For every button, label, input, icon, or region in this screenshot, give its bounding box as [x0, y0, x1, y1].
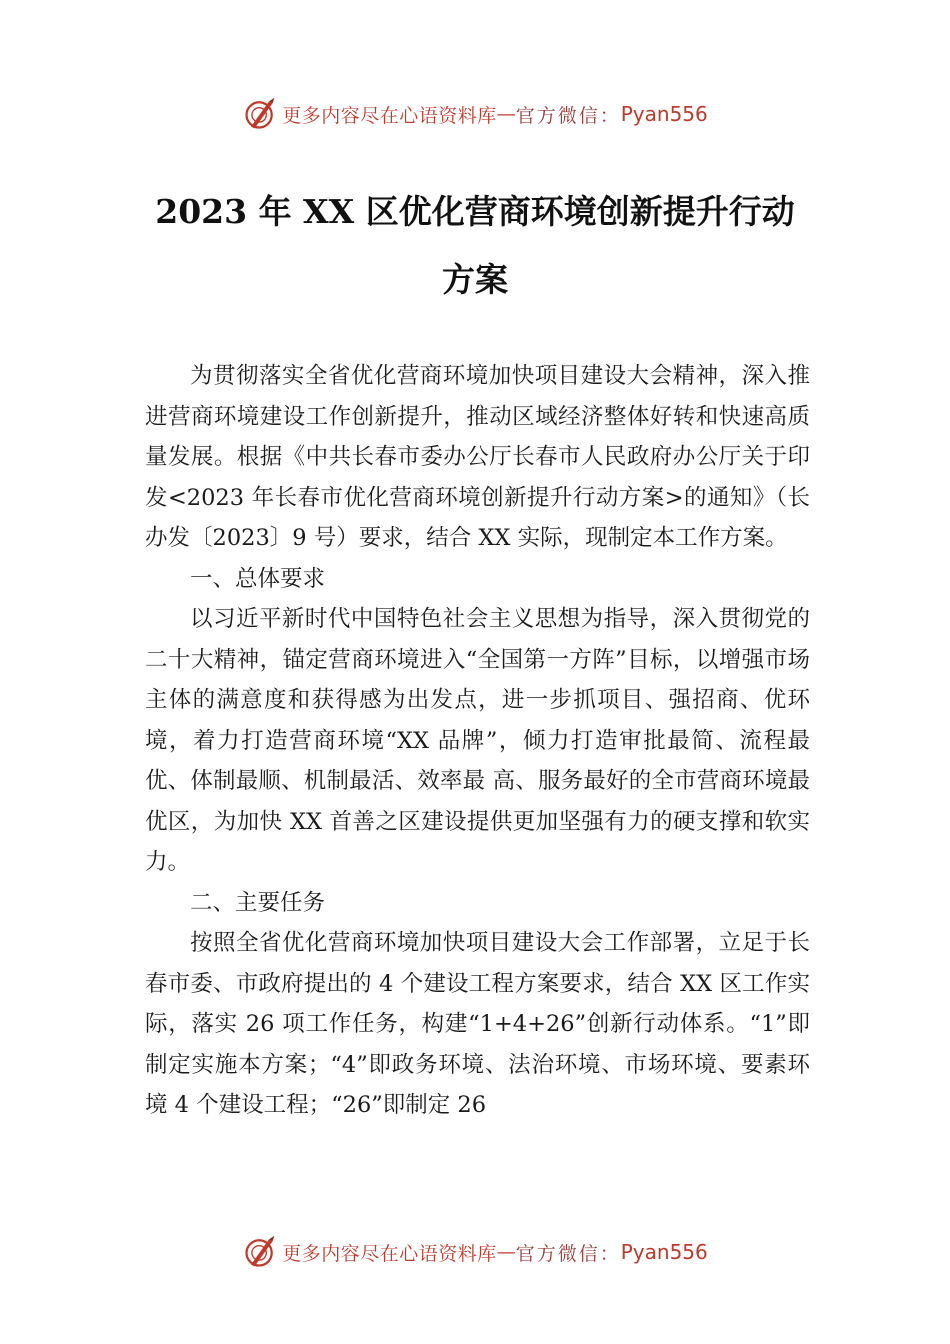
bottom-banner: [0, 1232, 950, 1272]
paragraph-intro: 为贯彻落实全省优化营商环境加快项目建设大会精神，深入推进营商环境建设工作创新提升，推动区域经济整体好转和快速高质量发展。根据《中共长春市委办公厅长春市人民政府办公厅关于印发<2023 年长春市优化营商环境创新提升行动方案>的通知》（长办发〔2023〕9 号）要求，结合 XX 实际，现制定本工作方案。: [145, 363, 810, 551]
banner-site-text: 更多内容尽在心语资料库: [282, 1242, 497, 1265]
banner-separator: —: [496, 1241, 516, 1263]
paragraph-general-requirements: 以习近平新时代中国特色社会主义思想为指导，深入贯彻党的二十大精神，锚定营商环境进入“全国第一方阵”目标，以增强市场主体的满意度和获得感为出发点，进一步抓项目、强招商、优环境，着力打造营商环境“XX 品牌”，倾力打造审批最简、流程最优、体制最顺、机制最活、效率最 高、服务最好的全市营商环境最优区，为加快 XX 首善之区建设提供更加坚强有力的硬支撑和软实力。: [145, 606, 810, 875]
banner-site-text: 更多内容尽在心语资料库: [282, 104, 497, 127]
section-heading-1: 一、总体要求: [190, 565, 326, 592]
section-heading-2: 二、主要任务: [190, 889, 326, 916]
banner-wechat-id: Pyan556: [620, 102, 708, 126]
document-body: [145, 356, 810, 1126]
banner-wechat-label: 官方微信：: [515, 1242, 621, 1265]
quill-logo-icon: [242, 1234, 278, 1270]
quill-logo-icon: [242, 96, 278, 132]
top-banner: [0, 94, 950, 134]
document-title: [140, 178, 810, 314]
banner-wechat-id: Pyan556: [620, 1240, 708, 1264]
title-line-2: 方案: [442, 260, 508, 299]
banner-separator: —: [496, 103, 516, 125]
title-line-1: 2023 年 XX 区优化营商环境创新提升行动: [155, 192, 795, 231]
paragraph-main-tasks: 按照全省优化营商环境加快项目建设大会工作部署，立足于长春市委、市政府提出的 4 个建设工程方案要求，结合 XX 区工作实际，落实 26 项工作任务，构建“1+4+26”创新行动体系。“1”即制定实施本方案；“4”即政务环境、法治环境、市场环境、要素环境 4 个建设工程；“26”即制定 26: [145, 930, 810, 1118]
banner-wechat-label: 官方微信：: [515, 104, 621, 127]
